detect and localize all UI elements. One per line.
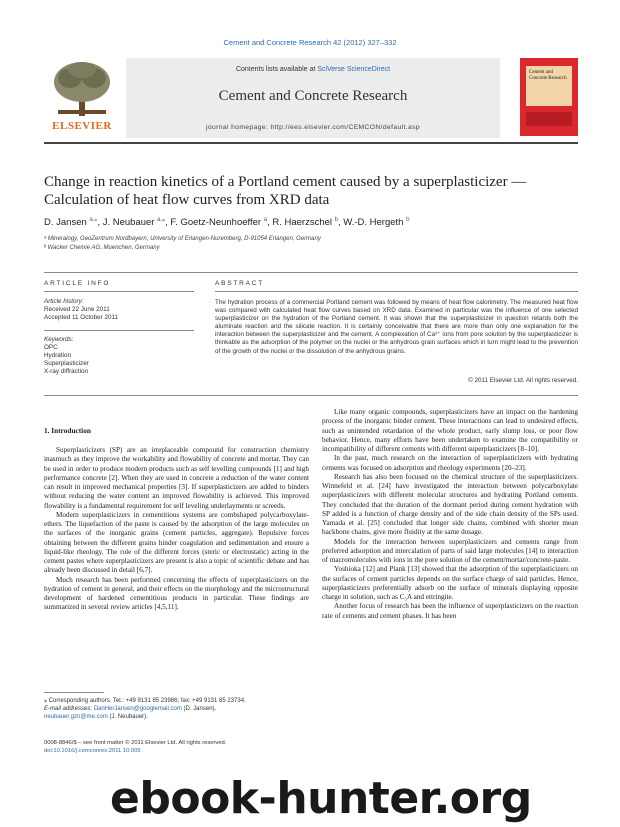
- accepted-date: Accepted 11 October 2011: [44, 314, 118, 321]
- paragraph: Another focus of research has been the influence of superplasticizers on the reaction rate of cements and cement phases. It has been: [322, 602, 578, 620]
- abstract-text: The hydration process of a commercial Portland cement was followed by means of heat flow calorimetry. The measured heat flow was compared with calculated heat flow curves based on XRD data. Examined in particular was the influence of one selected superplasticizer on the hydration of the Portland cement. It was shown that the superplasticizer in question retards both the aluminate reaction and the silicate reaction. It is certainly conceivable that there are more than only one explanation for the interaction between the superplasticizer and the cement. A complexation of Ca²⁺ ions from pore solution by the superplasticizer is thinkable as the adsorption of the polymer on the nuclei or the anhydrous grain surfaces which in turn might lead to the prevention of the growth of the nuclei or the dissolution of the anhydrous grains.: [215, 299, 578, 355]
- top-rule: [44, 272, 578, 273]
- author-name[interactable]: F. Goetz-Neunhoeffer: [170, 217, 262, 229]
- author-list: D. Jansen $^{a,⁎}$, J. Neubauer $^{a,⁎}$, F. Goetz-Neunhoeffer $^a$, R. Haerzschel $^b$, W.-D. Hergeth $^b$: [44, 217, 410, 229]
- info-divider: [44, 330, 194, 331]
- keyword: Hydration: [44, 352, 71, 359]
- affiliation-a: ᵃ Mineralogy, GeoZentrum Nordbayern, University of Erlangen-Nuremberg, D-91054 Erlangen, Germany: [44, 236, 321, 242]
- email-link[interactable]: neubauer.gzn@me.com: [44, 714, 108, 720]
- contents-prefix: Contents lists available at: [235, 66, 318, 73]
- emails-label: E-mail addresses:: [44, 706, 93, 712]
- history-label: Article history:: [44, 298, 84, 305]
- section-title: 1. Introduction: [44, 426, 91, 435]
- abstract-bottom-rule: [44, 395, 578, 396]
- author-name[interactable]: R. Haerzschel: [272, 217, 333, 229]
- email-line: [44, 713, 309, 721]
- affiliation-b: ᵇ Wacker Chemie AG, Muenchen, Germany: [44, 245, 160, 251]
- keywords-label: Keywords:: [44, 336, 74, 343]
- footnote-rule: [44, 692, 104, 693]
- left-column: [44, 446, 309, 613]
- cover-stripe: [526, 112, 572, 126]
- watermark: ebook-hunter.org: [110, 773, 532, 824]
- keyword: OPC: [44, 344, 58, 351]
- article-title: Change in reaction kinetics of a Portland cement caused by a superplasticizer — Calculation of heat flow curves from XRD data: [44, 174, 527, 208]
- keyword: Superplasticizer: [44, 360, 89, 367]
- author-affil-mark[interactable]: b: [406, 217, 410, 223]
- elsevier-wordmark: ELSEVIER: [52, 120, 112, 132]
- doi-link[interactable]: doi:10.1016/j.cemconres.2011.10.005: [44, 747, 141, 754]
- keyword: X-ray diffraction: [44, 368, 88, 375]
- email-link[interactable]: DanHerJansen@googlemail.com: [93, 706, 182, 712]
- paragraph: Models for the interaction between superplasticizers and cements range from preferred adsorption and intercalation of parts of said large molecules [14] to interaction of macromolecules with ions in the pore solution of the cement/mortar/concrete-paste.: [322, 537, 578, 564]
- author-name[interactable]: W.-D. Hergeth: [343, 217, 404, 229]
- email-line: [44, 705, 309, 713]
- front-matter-line: 0008-8846/$ – see front matter © 2011 Elsevier Ltd. All rights reserved.: [44, 740, 227, 746]
- article-history: [44, 298, 194, 322]
- article-info-heading: ARTICLE INFO: [44, 280, 111, 287]
- sciencedirect-link[interactable]: SciVerse ScienceDirect: [317, 66, 391, 73]
- email-owner: (D. Jansen),: [183, 706, 217, 712]
- contents-line: [126, 66, 500, 73]
- journal-homepage[interactable]: journal homepage: http://ees.elsevier.com/CEMCON/default.asp: [206, 124, 420, 131]
- journal-title: Cement and Concrete Research: [218, 88, 408, 104]
- right-column: [322, 408, 578, 621]
- journal-cover-thumbnail: [520, 58, 578, 136]
- keywords-block: [44, 336, 194, 376]
- journal-reference[interactable]: Cement and Concrete Research 42 (2012) 327–332: [223, 38, 397, 47]
- received-date: Received 22 June 2011: [44, 306, 110, 313]
- author-affil-mark[interactable]: a,⁎: [157, 217, 166, 223]
- paragraph: Like many organic compounds, superplasticizers have an impact on the hardening process of the inorganic binder cement. These interactions can lead to undesired effects, such as unintended retardation of the whole product, early slump loss, or poor flow behavior. Hence, many efforts have been undertaken to examine the compatibility or incompatibility of different cements with different superplasticizers [8–10].: [322, 408, 578, 453]
- masthead-divider: [44, 142, 578, 144]
- paragraph: Superplasticizers (SP) are an irreplaceable compound for construction chemistry inasmuch as they improve the workability and flowability of concrete and mortar. They can be used in order to produce modern products such as self levelling compounds [1] and high performance concrete [2]. When they are used in concrete a reduction of the water content can result in improved mechanical properties [3]. If superplasticizers are added to binders without reducing the water content an improved flowability is achieved. This improved flowability is a fundamental requirement for self leveling underlayments or screeds.: [44, 446, 309, 510]
- author-name[interactable]: D. Jansen: [44, 217, 87, 229]
- author-affil-mark[interactable]: a,⁎: [89, 217, 98, 223]
- abstract-rule: [215, 291, 578, 292]
- elsevier-tree-icon: [50, 60, 114, 118]
- abstract-heading: ABSTRACT: [215, 280, 265, 287]
- elsevier-logo: [44, 60, 120, 136]
- email-owner: (J. Neubauer).: [109, 714, 148, 720]
- paragraph: Research has also been focused on the chemical structure of the superplasticizers. Winnefeld et al. [24] have investigated the interaction between polycarboxylate superplasticizers with different molecular structures and hydrating Portland cements. They concluded that the duration of the dormant period during cement hydration with SP added is a function of charge density and of the side chain density of the SPs used. Yamada et al. [25] concluded that longer side chains, combined with shorter mean backbone chains, give more fluidity at the same dosage.: [322, 472, 578, 537]
- author-name[interactable]: J. Neubauer: [102, 217, 155, 229]
- paragraph: Modern superplasticizers in cementitious systems are combshaped polycarboxylate-ethers. The liquefaction of the paste is caused by the adsorption of the large molecules on the surfaces of the inorganic grains (cement particles, aggregate). Repulsive forces obtaining between the different grains hinder coagulation and sedimentation and ensure a liquid-like rheology. The role of the different forces (steric or electrostatic) acting in the cement pastes where superplasticizers are present is also a topic of scientific debate and has already been discussed in detail [6,7].: [44, 510, 309, 575]
- footnote: [44, 697, 309, 721]
- corresponding-authors: ⁎ Corresponding authors. Tel.: +49 9131 85 23986; fax: +49 9131 85 23734.: [44, 698, 246, 704]
- author-affil-mark[interactable]: b: [334, 217, 338, 223]
- author-affil-mark[interactable]: a: [263, 217, 268, 223]
- masthead-center: [126, 58, 500, 138]
- journal-masthead: [44, 58, 578, 138]
- cover-title: Cement and Concrete Research: [529, 70, 567, 81]
- issn-block: [44, 740, 309, 755]
- paragraph: Yoshioka [12] and Plank [13] showed that the adsorption of the superplasticizers on the surfaces of cement particles depends on the surface charge of said particles. Hence, superplasticizers preferentially adsorb on the surface of minerals displaying opposite charge in solution, such as C₃A and ettringite.: [322, 565, 578, 601]
- paragraph: Much research has been performed concerning the effects of superplasticizers on the hydration of cement in general, and their effects on the morphology and the microstructural development of hardened cementitious products in particular. These findings are summarized in several review articles [4,5,11].: [44, 575, 309, 612]
- paragraph: In the past, much research on the interaction of superplasticizers with hydrating cements was focused on adsorption and rheology experiments [20–23].: [322, 454, 578, 472]
- abstract-copyright: © 2011 Elsevier Ltd. All rights reserved.: [468, 377, 578, 384]
- info-rule: [44, 291, 194, 292]
